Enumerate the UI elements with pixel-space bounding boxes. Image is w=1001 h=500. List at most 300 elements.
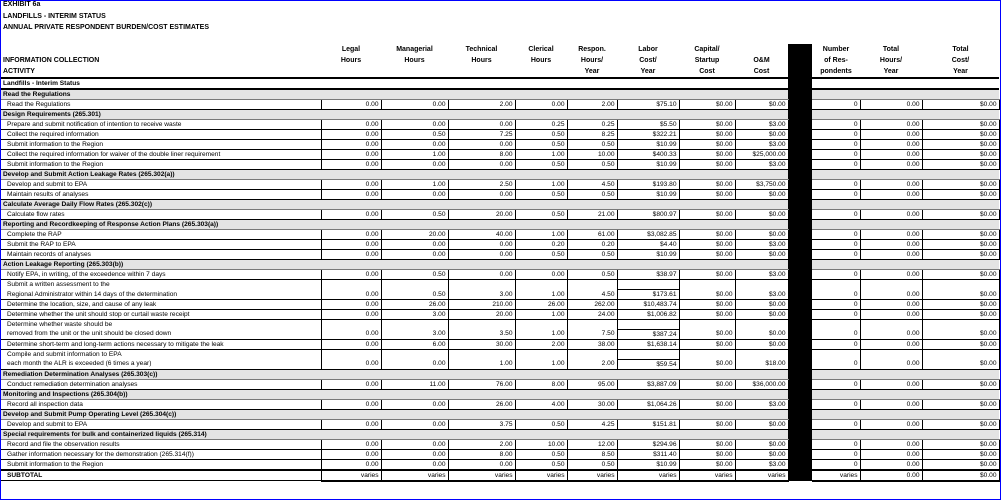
- value-cell: 40.00: [448, 230, 515, 240]
- exhibit-label: EXHIBIT 6a: [3, 1, 41, 8]
- value-cell: 0: [812, 240, 860, 250]
- value-cell: 0.00: [321, 100, 381, 110]
- empty-cell: [617, 280, 679, 290]
- subtotal-value: varies: [515, 470, 567, 481]
- table-row: [1, 289, 999, 299]
- value-cell: 0.50: [381, 289, 448, 299]
- value-cell: 0.00: [860, 399, 922, 409]
- separator-block: [788, 120, 812, 130]
- separator-block: [788, 349, 812, 359]
- value-cell: $0.00: [922, 359, 999, 369]
- value-cell: 210.00: [448, 299, 515, 309]
- value-cell: $0.00: [679, 160, 735, 170]
- value-cell: 61.00: [567, 230, 617, 240]
- value-cell: 0: [812, 439, 860, 449]
- value-cell: $0.00: [922, 329, 999, 339]
- value-cell: $0.00: [679, 289, 735, 299]
- activity-label: Gather information necessary for the demonstration (265.314(f)): [1, 449, 321, 459]
- activity-label: Read the Regulations: [1, 100, 321, 110]
- value-cell: 8.50: [567, 449, 617, 459]
- value-cell: $0.00: [735, 329, 788, 339]
- value-cell: $3.00: [735, 120, 788, 130]
- value-cell: $0.00: [679, 210, 735, 220]
- value-cell: 0.00: [381, 120, 448, 130]
- value-cell: 0.00: [860, 160, 922, 170]
- value-cell: 20.00: [448, 309, 515, 319]
- separator-block: [788, 419, 812, 429]
- value-cell: 0: [812, 140, 860, 150]
- value-cell: 0.50: [567, 160, 617, 170]
- value-cell: 10.00: [515, 439, 567, 449]
- value-cell: $10.99: [617, 459, 679, 470]
- value-cell: 0.00: [860, 449, 922, 459]
- table-row: [1, 439, 999, 449]
- value-cell: 0.00: [860, 230, 922, 240]
- value-cell: 26.00: [381, 299, 448, 309]
- empty-cell: [617, 319, 679, 329]
- value-cell: 8.00: [448, 150, 515, 160]
- value-cell: 0.50: [515, 140, 567, 150]
- value-cell: 8.00: [448, 449, 515, 459]
- value-cell: 1.00: [448, 359, 515, 369]
- value-cell: $0.00: [679, 439, 735, 449]
- empty-cell: [922, 319, 999, 329]
- value-cell: 0: [812, 100, 860, 110]
- separator-block: [788, 379, 812, 389]
- value-cell: $0.00: [679, 399, 735, 409]
- subtotal-value: varies: [567, 470, 617, 481]
- column-header: Hours/: [879, 57, 903, 64]
- document-subtitle: ANNUAL PRIVATE RESPONDENT BURDEN/COST ESTIMATES: [3, 24, 209, 31]
- empty-cell: [735, 349, 788, 359]
- value-cell: 0.50: [515, 190, 567, 200]
- value-cell: 76.00: [448, 379, 515, 389]
- column-header: Labor: [638, 46, 658, 53]
- subtotal-value: varies: [812, 470, 860, 481]
- value-cell: 0.00: [860, 459, 922, 470]
- value-cell: $0.00: [922, 399, 999, 409]
- value-cell: 2.00: [567, 359, 617, 369]
- subtotal-row: [1, 470, 999, 481]
- value-cell: $0.00: [922, 270, 999, 280]
- value-cell: 0.50: [515, 210, 567, 220]
- separator-block: [788, 110, 812, 120]
- value-cell: $0.00: [922, 160, 999, 170]
- value-cell: $18.00: [735, 359, 788, 369]
- value-cell: $800.97: [617, 210, 679, 220]
- column-header-row: [1, 44, 999, 55]
- subtotal-label: SUBTOTAL: [1, 470, 321, 481]
- value-cell: 0.00: [860, 289, 922, 299]
- value-cell: 0: [812, 379, 860, 389]
- table-row: [1, 359, 999, 369]
- value-cell: $0.00: [735, 130, 788, 140]
- empty-cell: [515, 280, 567, 290]
- separator-block: [788, 329, 812, 339]
- value-cell: 3.00: [448, 289, 515, 299]
- separator-block: [788, 210, 812, 220]
- activity-label: Determine short-term and long-term actions necessary to mitigate the leak: [1, 339, 321, 349]
- empty-cell: [679, 280, 735, 290]
- value-cell: 1.00: [515, 359, 567, 369]
- section-row: [1, 389, 999, 399]
- column-header: Year: [922, 66, 999, 78]
- value-cell: 30.00: [448, 339, 515, 349]
- value-cell: $0.00: [679, 120, 735, 130]
- column-header: Year: [567, 66, 617, 78]
- value-cell: 0.00: [321, 130, 381, 140]
- activity-label: Compile and submit information to EPA: [1, 349, 321, 359]
- value-cell: $0.00: [922, 459, 999, 470]
- section-filler: [812, 110, 999, 120]
- value-cell: 0.00: [321, 449, 381, 459]
- value-cell: $0.00: [679, 230, 735, 240]
- table-row: [1, 419, 999, 429]
- value-cell: 0.00: [381, 449, 448, 459]
- value-cell: 4.00: [515, 399, 567, 409]
- value-cell: 2.50: [448, 180, 515, 190]
- column-header: [515, 66, 567, 78]
- value-cell: 0.00: [321, 439, 381, 449]
- section-filler: [812, 260, 999, 270]
- column-header: Capital/: [694, 46, 720, 53]
- value-cell: $0.00: [679, 250, 735, 260]
- column-header: [321, 66, 381, 78]
- value-cell: $0.00: [922, 379, 999, 389]
- table-row: [1, 160, 999, 170]
- empty-cell: [812, 349, 860, 359]
- separator-block: [788, 470, 812, 481]
- activity-label: each month the ALR is exceeded (6 times a year): [1, 359, 321, 369]
- value-cell: 4.25: [567, 419, 617, 429]
- value-cell: 0.00: [381, 250, 448, 260]
- value-cell: 7.50: [567, 329, 617, 339]
- activity-label: Submit information to the Region: [1, 140, 321, 150]
- value-cell: $400.33: [617, 150, 679, 160]
- section-filler: [812, 200, 999, 210]
- value-cell: 0.00: [321, 329, 381, 339]
- value-cell: 0: [812, 180, 860, 190]
- value-cell: 0.00: [860, 120, 922, 130]
- value-cell: 0.00: [860, 210, 922, 220]
- separator-block: [788, 359, 812, 369]
- section-title: Calculate Average Daily Flow Rates (265.302(c)): [1, 200, 788, 210]
- separator-block: [788, 170, 812, 180]
- value-cell: 6.00: [381, 339, 448, 349]
- empty-cell: [515, 349, 567, 359]
- column-header: INFORMATION COLLECTION: [3, 57, 100, 64]
- value-cell: 0.50: [515, 419, 567, 429]
- value-cell: $0.00: [679, 130, 735, 140]
- value-cell: $0.00: [922, 210, 999, 220]
- separator-block: [788, 369, 812, 379]
- value-cell: 0.50: [515, 160, 567, 170]
- value-cell: 0.00: [515, 270, 567, 280]
- value-cell: 0: [812, 459, 860, 470]
- value-cell: 3.75: [448, 419, 515, 429]
- value-cell: 0.00: [860, 190, 922, 200]
- column-header: of Res-: [824, 57, 848, 64]
- value-cell: 0.00: [860, 100, 922, 110]
- section-row: [1, 409, 999, 419]
- value-cell: $4.40: [617, 240, 679, 250]
- value-cell: $0.00: [922, 120, 999, 130]
- activity-label: Submit a written assessment to the: [1, 280, 321, 290]
- table-row: [1, 299, 999, 309]
- value-cell: 0.00: [321, 150, 381, 160]
- value-cell: 0.00: [381, 459, 448, 470]
- value-cell: 0.00: [321, 459, 381, 470]
- column-header: Number: [822, 46, 850, 53]
- value-cell: 0.00: [448, 140, 515, 150]
- activity-label: Determine whether the unit should stop or curtail waste receipt: [1, 309, 321, 319]
- value-cell: $0.00: [922, 289, 999, 299]
- value-cell: 0.00: [381, 419, 448, 429]
- value-cell: 0.00: [321, 399, 381, 409]
- value-cell: 1.00: [515, 289, 567, 299]
- value-cell: 0.25: [515, 120, 567, 130]
- value-cell: 0.00: [860, 439, 922, 449]
- activity-label: Submit information to the Region: [1, 459, 321, 470]
- section-title: Action Leakage Reporting (265.303(b)): [1, 260, 788, 270]
- value-cell: 0.00: [860, 180, 922, 190]
- separator-block: [788, 389, 812, 399]
- value-cell: $0.00: [679, 359, 735, 369]
- separator-block: [788, 55, 812, 66]
- empty-cell: [515, 319, 567, 329]
- empty-cell: [381, 349, 448, 359]
- separator-block: [788, 299, 812, 309]
- value-cell: 8.00: [515, 379, 567, 389]
- value-cell: 1.00: [381, 150, 448, 160]
- subtotal-value: varies: [735, 470, 788, 481]
- value-cell: 0.00: [321, 299, 381, 309]
- value-cell: $3,750.00: [735, 180, 788, 190]
- separator-block: [788, 89, 812, 100]
- empty-cell: [567, 319, 617, 329]
- table-row: [1, 449, 999, 459]
- section-row: [1, 369, 999, 379]
- value-cell: 0.00: [321, 190, 381, 200]
- column-header: [735, 44, 788, 55]
- column-header: Hours: [340, 57, 362, 64]
- value-cell: 0: [812, 449, 860, 459]
- table-row: [1, 459, 999, 470]
- table-row: [1, 210, 999, 220]
- section-title: Remediation Determination Analyses (265.303(c)): [1, 369, 788, 379]
- value-cell: $0.00: [922, 130, 999, 140]
- value-cell: 262.00: [567, 299, 617, 309]
- table-row: [1, 329, 999, 339]
- table-row: [1, 399, 999, 409]
- activity-label: Develop and submit to EPA: [1, 180, 321, 190]
- value-cell: $1,638.14: [617, 339, 679, 349]
- value-cell: $0.00: [735, 250, 788, 260]
- value-cell: 8.25: [567, 130, 617, 140]
- value-cell: 2.00: [448, 439, 515, 449]
- column-header: O&M: [753, 57, 770, 64]
- separator-block: [788, 319, 812, 329]
- activity-label: Submit the RAP to EPA: [1, 240, 321, 250]
- value-cell: $36,000.00: [735, 379, 788, 389]
- value-cell: 0.50: [515, 449, 567, 459]
- column-header: [381, 66, 448, 78]
- activity-label: removed from the unit or the unit should be closed down: [1, 329, 321, 339]
- empty-cell: [812, 280, 860, 290]
- value-cell: $10,483.74: [617, 299, 679, 309]
- value-cell: $0.00: [679, 240, 735, 250]
- activity-label: Record and file the observation results: [1, 439, 321, 449]
- value-cell: 0: [812, 130, 860, 140]
- value-cell: 0: [812, 230, 860, 240]
- separator-block: [788, 220, 812, 230]
- column-header: Year: [860, 66, 922, 78]
- separator-block: [788, 180, 812, 190]
- value-cell: 0.50: [567, 250, 617, 260]
- value-cell: $25,000.00: [735, 150, 788, 160]
- value-cell: $3.00: [735, 140, 788, 150]
- value-cell: $0.00: [735, 100, 788, 110]
- section-title: Monitoring and Inspections (265.304(b)): [1, 389, 788, 399]
- empty-cell: [448, 349, 515, 359]
- section-filler: [812, 409, 999, 419]
- value-cell: $322.21: [617, 130, 679, 140]
- activity-label: Maintain results of analyses: [1, 190, 321, 200]
- value-cell: $0.00: [679, 339, 735, 349]
- value-cell: 0.00: [860, 309, 922, 319]
- value-cell: 0.00: [448, 120, 515, 130]
- value-cell: 7.25: [448, 130, 515, 140]
- subtotal-value: $0.00: [922, 470, 999, 481]
- value-cell: 26.00: [448, 399, 515, 409]
- separator-block: [788, 150, 812, 160]
- value-cell: $311.40: [617, 449, 679, 459]
- value-cell: $0.00: [679, 459, 735, 470]
- value-cell: $0.00: [679, 190, 735, 200]
- empty-cell: [860, 319, 922, 329]
- column-header: Cost: [679, 66, 735, 78]
- value-cell: $3.00: [735, 459, 788, 470]
- value-cell: 0.00: [860, 329, 922, 339]
- value-cell: 0.00: [515, 100, 567, 110]
- separator-block: [788, 439, 812, 449]
- value-cell: $0.00: [679, 379, 735, 389]
- value-cell: 0.00: [860, 240, 922, 250]
- value-cell: 0: [812, 150, 860, 160]
- value-cell: 0: [812, 210, 860, 220]
- value-cell: 0: [812, 339, 860, 349]
- table-row: [1, 230, 999, 240]
- value-cell: 0: [812, 160, 860, 170]
- group-title: Landfills - Interim Status: [1, 78, 788, 89]
- value-cell: 0.50: [515, 250, 567, 260]
- value-cell: $0.00: [922, 180, 999, 190]
- value-cell: 20.00: [448, 210, 515, 220]
- section-row: [1, 170, 999, 180]
- value-cell: 0.00: [321, 240, 381, 250]
- subtotal-value: varies: [381, 470, 448, 481]
- value-cell: 0.00: [860, 140, 922, 150]
- activity-label: Maintain records of analyses: [1, 250, 321, 260]
- value-cell: 0.00: [860, 270, 922, 280]
- separator-block: [788, 309, 812, 319]
- value-cell: 1.00: [515, 150, 567, 160]
- activity-label: Prepare and submit notification of intention to receive waste: [1, 120, 321, 130]
- section-row: [1, 220, 999, 230]
- value-cell: $0.00: [735, 210, 788, 220]
- value-cell: $0.00: [735, 299, 788, 309]
- value-cell: 21.00: [567, 210, 617, 220]
- value-cell: $0.00: [679, 329, 735, 339]
- value-cell: $3.00: [735, 270, 788, 280]
- value-cell: 0.00: [321, 359, 381, 369]
- empty-cell: [679, 319, 735, 329]
- value-cell: 0: [812, 359, 860, 369]
- column-header: Cost/: [639, 57, 657, 64]
- value-cell: $0.00: [679, 299, 735, 309]
- value-cell: 3.00: [381, 309, 448, 319]
- value-cell: $3,082.85: [617, 230, 679, 240]
- activity-label: Determine whether waste should be: [1, 319, 321, 329]
- value-cell: 0.50: [567, 190, 617, 200]
- value-cell: 0.00: [860, 339, 922, 349]
- value-cell: $3.00: [735, 399, 788, 409]
- table-row: [1, 250, 999, 260]
- continuation-row: [1, 280, 999, 290]
- subtotal-value: varies: [679, 470, 735, 481]
- value-cell: $0.00: [679, 180, 735, 190]
- activity-label: Conduct remediation determination analyses: [1, 379, 321, 389]
- column-header: Cost/: [951, 57, 970, 64]
- empty-cell: [448, 280, 515, 290]
- separator-block: [788, 270, 812, 280]
- group-title-filler: [812, 78, 999, 89]
- section-row: [1, 110, 999, 120]
- value-cell: 0.50: [515, 459, 567, 470]
- value-cell: $75.10: [617, 100, 679, 110]
- value-cell: 0: [812, 289, 860, 299]
- value-cell: 0.00: [448, 160, 515, 170]
- value-cell: 0: [812, 309, 860, 319]
- value-cell: 0.50: [381, 130, 448, 140]
- value-cell: $0.00: [735, 449, 788, 459]
- value-cell: 0.00: [381, 140, 448, 150]
- subtotal-value: varies: [617, 470, 679, 481]
- value-cell: $0.00: [922, 419, 999, 429]
- value-cell: 0.00: [321, 120, 381, 130]
- value-cell: 1.00: [515, 329, 567, 339]
- value-cell: 0.00: [860, 359, 922, 369]
- value-cell: $0.00: [922, 439, 999, 449]
- value-cell: 0.00: [381, 190, 448, 200]
- value-cell: $0.00: [922, 449, 999, 459]
- empty-cell: [922, 349, 999, 359]
- value-cell: $3,887.09: [617, 379, 679, 389]
- value-cell: 95.00: [567, 379, 617, 389]
- value-cell: 0.00: [321, 289, 381, 299]
- empty-cell: [735, 280, 788, 290]
- subtotal-value: varies: [321, 470, 381, 481]
- value-cell: $0.00: [922, 100, 999, 110]
- value-cell: $193.80: [617, 180, 679, 190]
- continuation-row: [1, 319, 999, 329]
- empty-cell: [381, 319, 448, 329]
- value-cell: 0.00: [381, 399, 448, 409]
- section-row: [1, 89, 999, 100]
- continuation-row: [1, 349, 999, 359]
- value-cell: $0.00: [922, 339, 999, 349]
- column-header: [1, 44, 321, 55]
